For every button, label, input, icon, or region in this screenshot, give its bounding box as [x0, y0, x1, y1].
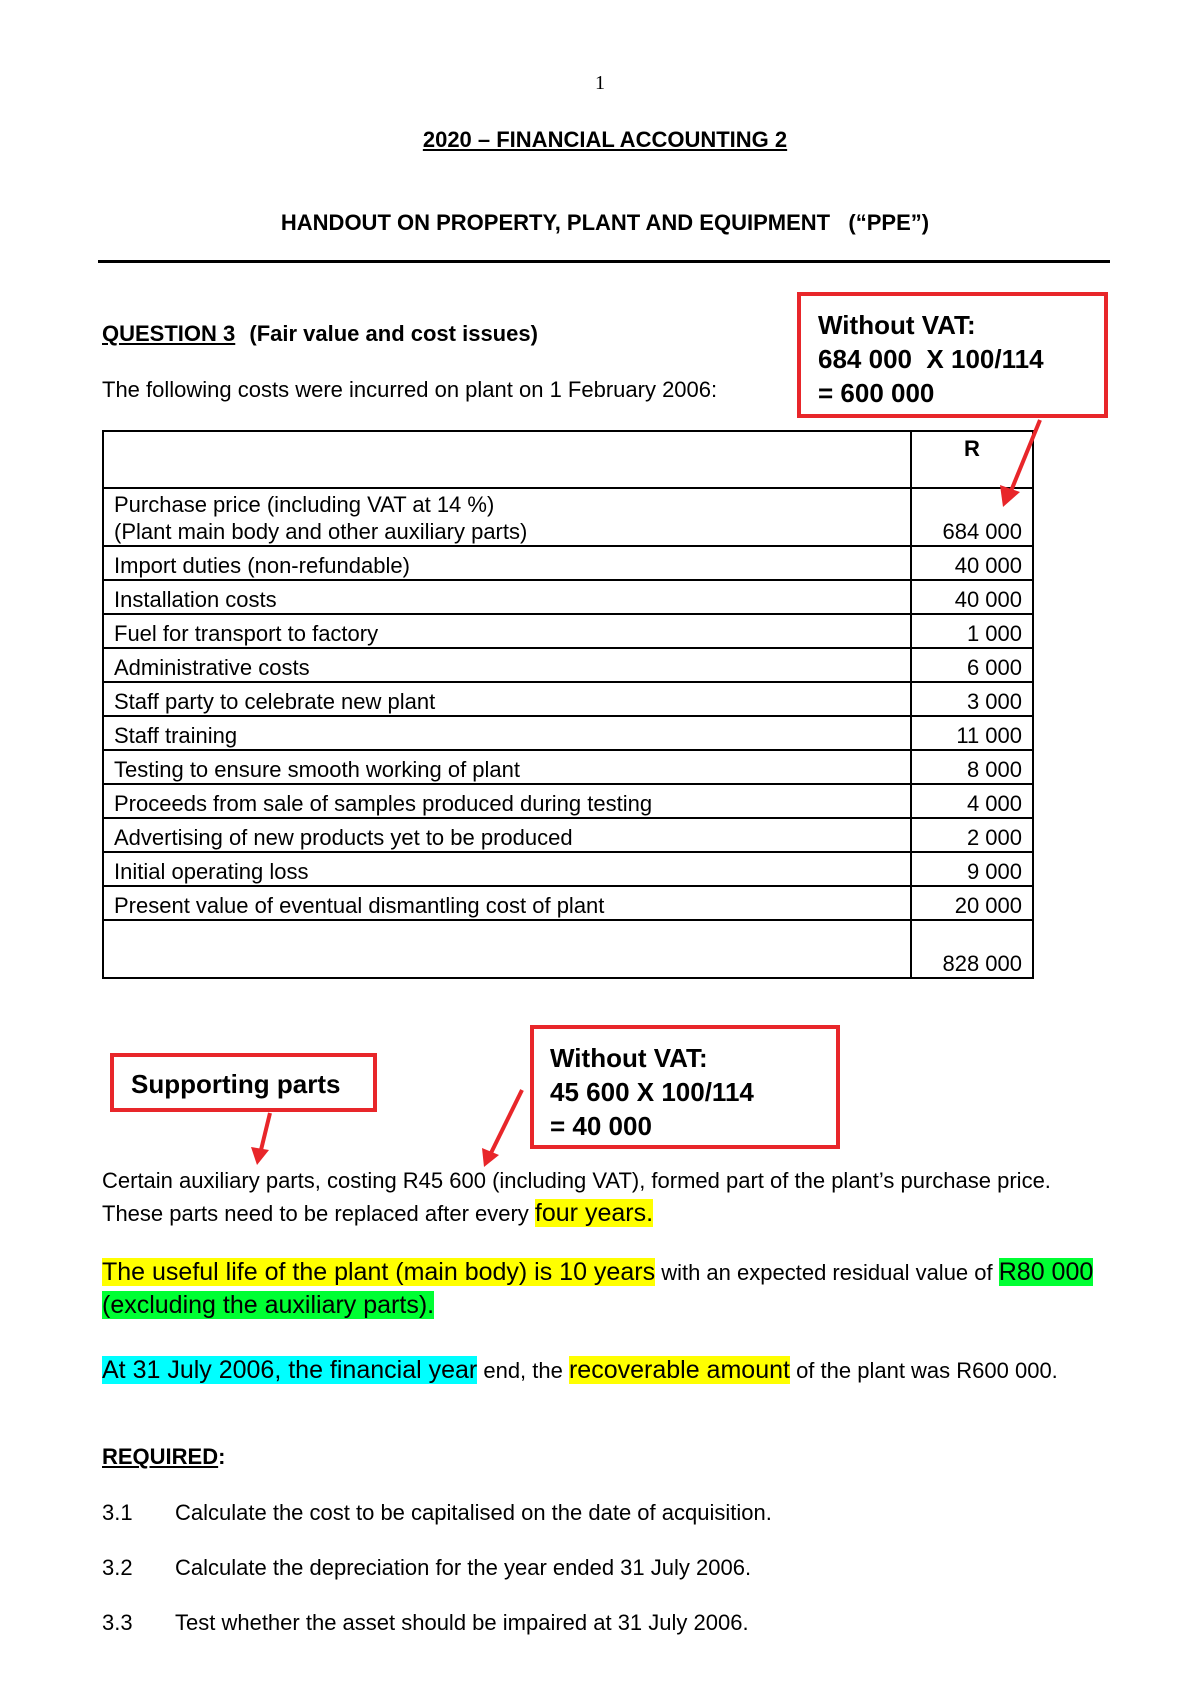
- aux-parts-paragraph: [102, 1165, 1112, 1230]
- question-intro: The following costs were incurred on plant on 1 February 2006:: [102, 377, 718, 402]
- cost-amount: 9 000: [911, 852, 1033, 886]
- useful-life-paragraph: [102, 1256, 1112, 1322]
- cost-amount: 3 000: [911, 682, 1033, 716]
- cost-description-line: Staff training: [114, 723, 238, 748]
- arrow-to-purchase-price: [1011, 420, 1040, 491]
- handout-title: HANDOUT ON PROPERTY, PLANT AND EQUIPMENT (“PPE”): [280, 210, 930, 235]
- required-colon: :: [218, 1444, 226, 1469]
- cost-amount: 20 000: [911, 886, 1033, 920]
- cost-description-line: Import duties (non-refundable): [114, 553, 410, 578]
- arrow-head-supporting: [251, 1147, 269, 1165]
- cost-description-line: Proceeds from sale of samples produced during testing: [114, 791, 653, 816]
- required-item: [102, 1610, 749, 1636]
- required-heading: [102, 1444, 225, 1470]
- required-item-text: Test whether the asset should be impaired at 31 July 2006.: [175, 1610, 749, 1635]
- cost-description-line: Installation costs: [114, 587, 277, 612]
- four-years-highlight: four years.: [534, 1199, 654, 1227]
- supporting-parts-label: Supporting parts: [131, 1069, 341, 1099]
- page-number: 1: [595, 72, 605, 94]
- year-end-text-end: of the plant was R600 000.: [789, 1358, 1058, 1383]
- year-end-text: end, the: [477, 1358, 569, 1383]
- cost-description-line: Administrative costs: [114, 655, 310, 680]
- arrow-supporting-parts: [261, 1113, 270, 1150]
- aux-parts-text: Certain auxiliary parts, costing R45 600 (including VAT), formed part of the plant’s purchase price. These parts need to be replaced after every: [102, 1168, 1051, 1226]
- vat-box-2-line2: 45 600 X 100/114: [550, 1077, 754, 1107]
- residual-value-highlight: R80 000 (excluding the auxiliary parts).: [102, 1258, 1094, 1319]
- required-item-text: Calculate the cost to be capitalised on the date of acquisition.: [175, 1500, 772, 1525]
- cost-description-line: Advertising of new products yet to be produced: [114, 825, 573, 850]
- currency-header: R: [911, 431, 1033, 488]
- vat-box-1-line3: = 600 000: [818, 378, 935, 408]
- required-label: REQUIRED: [102, 1444, 219, 1469]
- vat-box-2-line1: Without VAT:: [550, 1043, 708, 1073]
- useful-life-highlight: The useful life of the plant (main body) is 10 years: [102, 1258, 656, 1286]
- arrow-to-aux-cost: [491, 1090, 522, 1153]
- cost-amount: 1 000: [911, 614, 1033, 648]
- useful-life-text: with an expected residual value of: [655, 1260, 999, 1285]
- cost-description-line: Fuel for transport to factory: [114, 621, 379, 646]
- cost-description-line: Staff party to celebrate new plant: [114, 689, 436, 714]
- cost-amount: 6 000: [911, 648, 1033, 682]
- total-amount: 828 000: [911, 920, 1033, 978]
- required-item-number: 3.3: [102, 1610, 133, 1635]
- vat-box-1-line2: 684 000 X 100/114: [818, 344, 1044, 374]
- vat-box-1-line1: Without VAT:: [818, 310, 976, 340]
- required-item-number: 3.1: [102, 1500, 133, 1525]
- required-item: [102, 1500, 772, 1526]
- required-item-text: Calculate the depreciation for the year ended 31 July 2006.: [175, 1555, 752, 1580]
- cost-amount: 40 000: [911, 580, 1033, 614]
- cost-amount: 684 000: [911, 488, 1033, 546]
- question-label: QUESTION 3: [102, 321, 236, 346]
- required-item-number: 3.2: [102, 1555, 133, 1580]
- cost-description-line: Testing to ensure smooth working of plant: [114, 757, 521, 782]
- cost-amount: 4 000: [911, 784, 1033, 818]
- cost-description-line: Initial operating loss: [114, 859, 309, 884]
- year-end-highlight: At 31 July 2006, the financial year: [102, 1356, 478, 1384]
- course-title: 2020 – FINANCIAL ACCOUNTING 2: [422, 127, 788, 152]
- required-item: [102, 1555, 751, 1581]
- cost-description-line: (Plant main body and other auxiliary parts): [114, 519, 528, 544]
- cost-amount: 40 000: [911, 546, 1033, 580]
- recoverable-amount-highlight: recoverable amount: [568, 1356, 790, 1384]
- cost-description-line: Purchase price (including VAT at 14 %): [114, 492, 495, 517]
- question-subtitle: (Fair value and cost issues): [249, 321, 538, 346]
- year-end-paragraph: [102, 1354, 1112, 1387]
- cost-amount: 8 000: [911, 750, 1033, 784]
- cost-amount: 11 000: [911, 716, 1033, 750]
- cost-description-line: Present value of eventual dismantling cost of plant: [114, 893, 605, 918]
- vat-box-2-line3: = 40 000: [550, 1111, 652, 1141]
- cost-amount: 2 000: [911, 818, 1033, 852]
